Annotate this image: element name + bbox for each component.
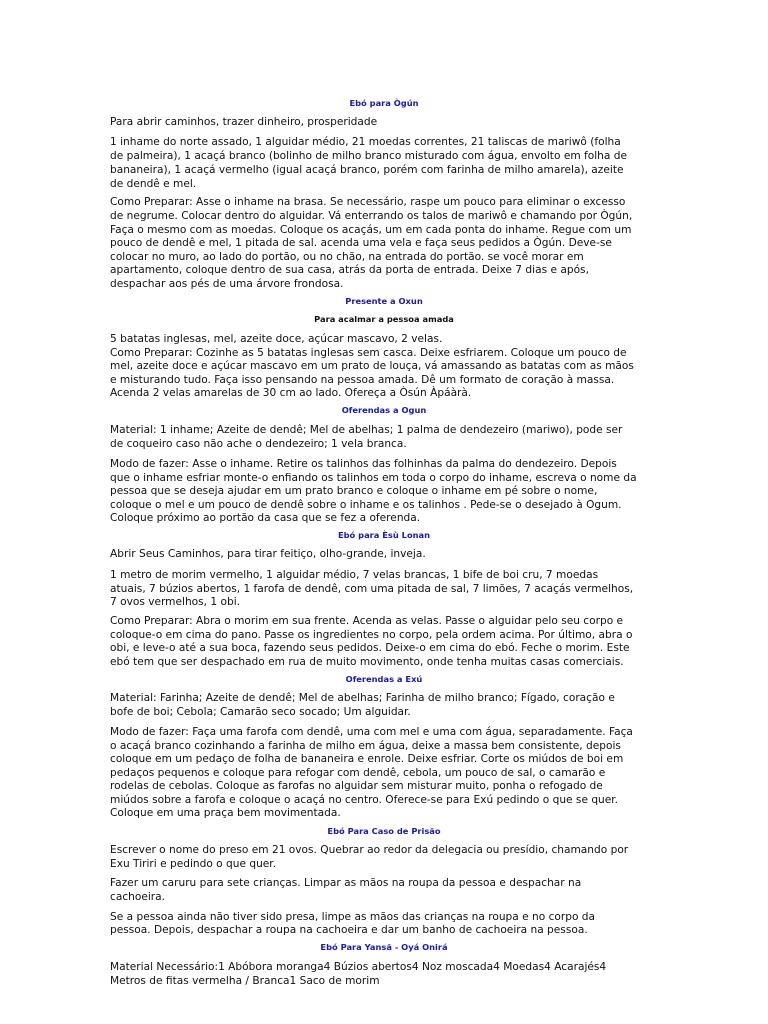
text-line: bofe de boi; Cebola; Camarão seco socado; Um alguidar. — [110, 706, 411, 718]
text-line: apartamento, coloque dentro de sua casa, atrás da porta de entrada. Deixe 7 dias e após, — [110, 264, 589, 276]
text-line: despachar aos pés de uma árvore frondosa. — [110, 278, 344, 290]
text-line: ebó tem que ser despachado em rua de muito movimento, onde tenha muitas casas comerciais. — [110, 656, 624, 668]
heading-oferendas-a-ogun: Oferendas a Ogun — [341, 405, 427, 415]
text-line: 5 batatas inglesas, mel, azeite doce, açúcar mascavo, 2 velas. — [110, 333, 443, 345]
text-line: de negrume. Colocar dentro do alguidar. Vá enterrando os talos de mariwô e chamando por Ògún, — [110, 210, 633, 222]
text-line: Escrever o nome do preso em 21 ovos. Quebrar ao redor da delegacia ou presídio, chamando por — [110, 844, 629, 856]
text-line: Exu Tiriri e pedindo o que quer. — [110, 858, 277, 870]
text-line: cachoeira. — [110, 891, 166, 903]
text-line: Material: Farinha; Azeite de dendê; Mel de abelhas; Farinha de milho branco; Fígado, coração e — [110, 692, 615, 704]
text-line: Como Preparar: Asse o inhame na brasa. Se necessário, raspe um pouco para eliminar o excesso — [110, 196, 626, 208]
text-line: 7 ovos vermelhos, 1 obi. — [110, 596, 241, 608]
text-line: rodelas de cebolas. Coloque as farofas no alguidar sem misturar muito, ponha o refogado de — [110, 780, 603, 792]
text-line: de dendê e mel. — [110, 178, 197, 190]
text-line: Como Preparar: Abra o morim em sua frente. Acenda as velas. Passe o alguidar pelo seu corpo e — [110, 615, 624, 627]
text-line: 1 metro de morim vermelho, 1 alguidar médio, 7 velas brancas, 1 bife de boi cru, 7 moedas — [110, 569, 599, 581]
text-line: pedaços pequenos e coloque para refogar com dendê, cebola, um pouco de sal, o camarão e — [110, 767, 606, 779]
text-line: bananeira), 1 acaçá vermelho (igual acaçá branco, porém com farinha de milho amarela), azeite — [110, 164, 624, 176]
text-line: de coqueiro caso não ache o dendezeiro; 1 vela branca. — [110, 438, 407, 450]
text-line: miúdos sobre a farofa e coloque o acaçá no centro. Oferece-se para Exú pedindo o que se quer. — [110, 794, 619, 806]
text-line: e misturando tudo. Faça isso pensando na pessoa amada. Dê um formato de coração à massa. — [110, 374, 615, 386]
text-line: Metros de fitas vermelha / Branca1 Saco de morim — [110, 975, 380, 987]
text-line: 1 inhame do norte assado, 1 alguidar médio, 21 moedas correntes, 21 taliscas de mariwô (folha — [110, 136, 621, 148]
text-line: Modo de fazer: Faça uma farofa com dendê, uma com mel e uma com água, separadamente. Faça — [110, 726, 633, 738]
text-line: Como Preparar: Cozinhe as 5 batatas inglesas sem casca. Deixe esfriarem. Coloque um pouco de — [110, 347, 627, 359]
text-line: Modo de fazer: Asse o inhame. Retire os talinhos das folhinhas da palma do dendezeiro. Depois — [110, 458, 617, 470]
text-line: Faça o mesmo com as moedas. Coloque os acaçás, um em cada ponta do inhame. Regue com um — [110, 224, 632, 236]
heading-ebo-para-yansa: Ebó Para Yansã - Oyá Onirá — [320, 942, 448, 952]
text-line: pouco de dendê e mel, 1 pitada de sal. acenda uma vela e faça seus pedidos a Ògún. Deve-se — [110, 237, 612, 249]
text-line: obi, e leve-o até a sua boca, fazendo seus pedidos. Deixe-o em cima do ebó. Feche o morim. Este — [110, 642, 630, 654]
text-line: coloque-o em cima do pano. Passe os ingredientes no corpo, pela ordem acima. Por último, abra o — [110, 629, 633, 641]
text-line: Acenda 2 velas amarelas de 30 cm ao lado. Ofereça a Òsún Àpáàrà. — [110, 387, 472, 399]
text-line: pessoa. Depois, despachar a roupa na cachoeira e dar um banho de cachoeira na pessoa. — [110, 924, 588, 936]
text-line: o acaçá branco cozinhando a farinha de milho em água, deixe a massa bem consistente, depois — [110, 740, 621, 752]
text-line: Se a pessoa ainda não tiver sido presa, limpe as mãos das crianças na roupa e no corpo da — [110, 911, 596, 923]
text-line: que o inhame esfriar monte-o enfiando os talinhos em toda o corpo do inhame, escreva o nome da — [110, 472, 637, 484]
text-line: Abrir Seus Caminhos, para tirar feitiço, olho-grande, inveja. — [110, 548, 426, 560]
text-line: pessoa que se deseja ajudar em um prato branco e coloque o inhame em pé sobre o nome, — [110, 485, 598, 497]
heading-ebo-para-ogun: Ebó para Ògún — [349, 98, 419, 108]
text-line: atuais, 7 búzios abertos, 1 farofa de dendê, com uma pitada de sal, 7 limões, 7 acaçás vermelhos, — [110, 583, 634, 595]
text-line: de palmeira), 1 acaçá branco (bolinho de milho branco misturado com água, envolto em folha de — [110, 150, 627, 162]
heading-presente-a-oxun: Presente a Oxun — [345, 296, 423, 306]
text-line: Para abrir caminhos, trazer dinheiro, prosperidade — [110, 116, 378, 128]
text-line: mel, azeite doce e açúcar mascavo em um prato de louça, vá amassando as batatas com as mãos — [110, 360, 634, 372]
heading-ebo-para-esu-lonan: Ebó para Èsù Lonan — [337, 530, 431, 540]
text-line: colocar no muro, ao lado do portão, ou no chão, na entrada do portão. se você morar em — [110, 251, 584, 263]
text-line: Coloque em uma praça bem movimentada. — [110, 807, 341, 819]
heading-ebo-caso-de-prisao: Ebó Para Caso de Prisão — [327, 826, 441, 836]
text-line: coloque em um pedaço de folha de bananeira e enrole. Deixe esfriar. Corte os miúdos de boi em — [110, 753, 624, 765]
heading-oferendas-a-exu: Oferendas a Exú — [345, 674, 423, 684]
text-line: coloque o mel e um pouco de dendê sobre o inhame e os talinhos . Pede-se o desejado à Ogum. — [110, 499, 622, 511]
text-line: Material Necessário:1 Abóbora moranga4 Búzios abertos4 Noz moscada4 Moedas4 Acarajés4 — [110, 961, 607, 973]
text-line: Fazer um caruru para sete crianças. Limpar as mãos na roupa da pessoa e despachar na — [110, 877, 582, 889]
text-line: Material: 1 inhame; Azeite de dendê; Mel de abelhas; 1 palma de dendezeiro (mariwo), pode ser — [110, 424, 623, 436]
text-line: Coloque próximo ao portão da casa que se fez a oferenda. — [110, 512, 421, 524]
subheading-para-acalmar: Para acalmar a pessoa amada — [314, 314, 454, 324]
